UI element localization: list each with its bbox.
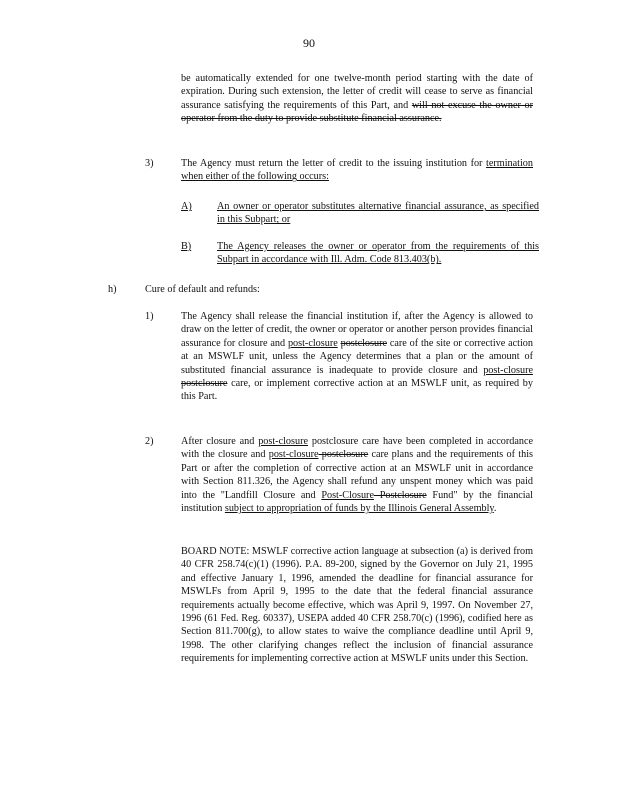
item-h2-paragraph xyxy=(181,435,533,515)
item-h1-struck-2: postclosure xyxy=(181,378,228,390)
item-h1-paragraph xyxy=(181,310,533,404)
item-3A-marker: A) xyxy=(181,201,192,212)
item-3B-marker: B) xyxy=(181,241,192,252)
item-h2-underlined-2: post-closure xyxy=(268,449,319,461)
item-h2-text-1: After closure and xyxy=(181,436,259,447)
item-h2-underlined-4: subject to appropriation of funds by the Illinois General Assembly xyxy=(224,503,494,515)
item-h2-struck-2: postclosure xyxy=(318,449,369,461)
page-number: 90 xyxy=(303,36,315,50)
item-h2-underlined-3: Post-Closure xyxy=(321,489,374,501)
item-h1-underlined-2: post-closure xyxy=(483,364,533,376)
item-h2-text-5: . xyxy=(493,503,497,515)
item-h2-text-4: Fund" by the financial institution xyxy=(181,489,533,515)
item-h1-underlined-1: post-closure xyxy=(287,337,338,349)
item-h1-text-1: The Agency shall release the financial institution if, after the Agency is allowed to draw on the letter of credit, the owner or operator or another person provides financial assurance for closure and xyxy=(181,311,533,349)
item-3B-paragraph: The Agency releases the owner or operator from the requirements of this Subpart in accordance with Ill. Adm. Code 813.403(b). xyxy=(217,241,539,266)
item-h2-text-3: care plans and the requirements of this Part or after the completion of corrective action at an MSWLF unit in accordance with Section 811.326, the Agency shall refund any unspent money which was paid into the "Landfill Closure and xyxy=(181,449,533,501)
intro-text: be automatically extended for one twelve-month period starting with the date of expiration. During such extension, the letter of credit will cease to serve as financial assurance satisfying the requirements of this Part, and xyxy=(181,73,533,111)
item-3-paragraph xyxy=(181,157,533,184)
item-h2-marker: 2) xyxy=(145,436,154,447)
subsection-h-heading: Cure of default and refunds: xyxy=(145,284,260,295)
item-3-text: The Agency must return the letter of credit to the issuing institution for xyxy=(181,158,487,169)
item-h1-text-2: care of the site or corrective action at an MSWLF unit, unless the Agency determines that a plan or the amount of substituted financial assurance is inadequate to provide closure and xyxy=(181,337,533,376)
item-3-marker: 3) xyxy=(145,158,154,169)
item-h1-struck-1: postclosure xyxy=(340,337,387,349)
item-h2-underlined-1: post-closure xyxy=(258,436,308,447)
item-3A-paragraph: An owner or operator substitutes alternative financial assurance, as specified in this Subpart; or xyxy=(217,201,539,226)
item-h2-struck-3: Postclosure xyxy=(373,489,427,501)
item-h2-text-2: care have been completed in accordance with the closure and xyxy=(181,436,533,461)
item-h1-marker: 1) xyxy=(145,311,154,322)
subsection-h-marker: h) xyxy=(108,284,117,295)
intro-paragraph xyxy=(181,72,533,126)
board-note: BOARD NOTE: MSWLF corrective action language at subsection (a) is derived from 40 CFR 258.74(c)(1) (1996). P.A. 89-200, signed by the Governor on July 21, 1995 and effective January 1, 1996, amended the deadline for financial assurance for MSWLFs from April 9, 1995 to the date that the federal financial assurance requirements actually become effective, which was April 9, 1997. On November 27, 1996 (61 Fed. Reg. 60337), USEPA added 40 CFR 258.70(c) (1996), codified here as Section 811.700(g), to allow states to waive the compliance deadline until April 9, 1998. The other clarifying changes reflect the inclusion of financial assurance requirements for implementing corrective action at MSWLF units under this Section. xyxy=(181,546,533,665)
item-3-underlined: termination when either of the following occurs: xyxy=(181,158,533,183)
intro-struck-text: will not excuse the owner or operator from the duty to provide substitute financial assurance. xyxy=(181,99,533,125)
item-h2-inline-1: postclosure xyxy=(308,436,359,447)
item-h1-text-3: care, or implement corrective action at an MSWLF unit, as required by this Part. xyxy=(181,378,533,403)
